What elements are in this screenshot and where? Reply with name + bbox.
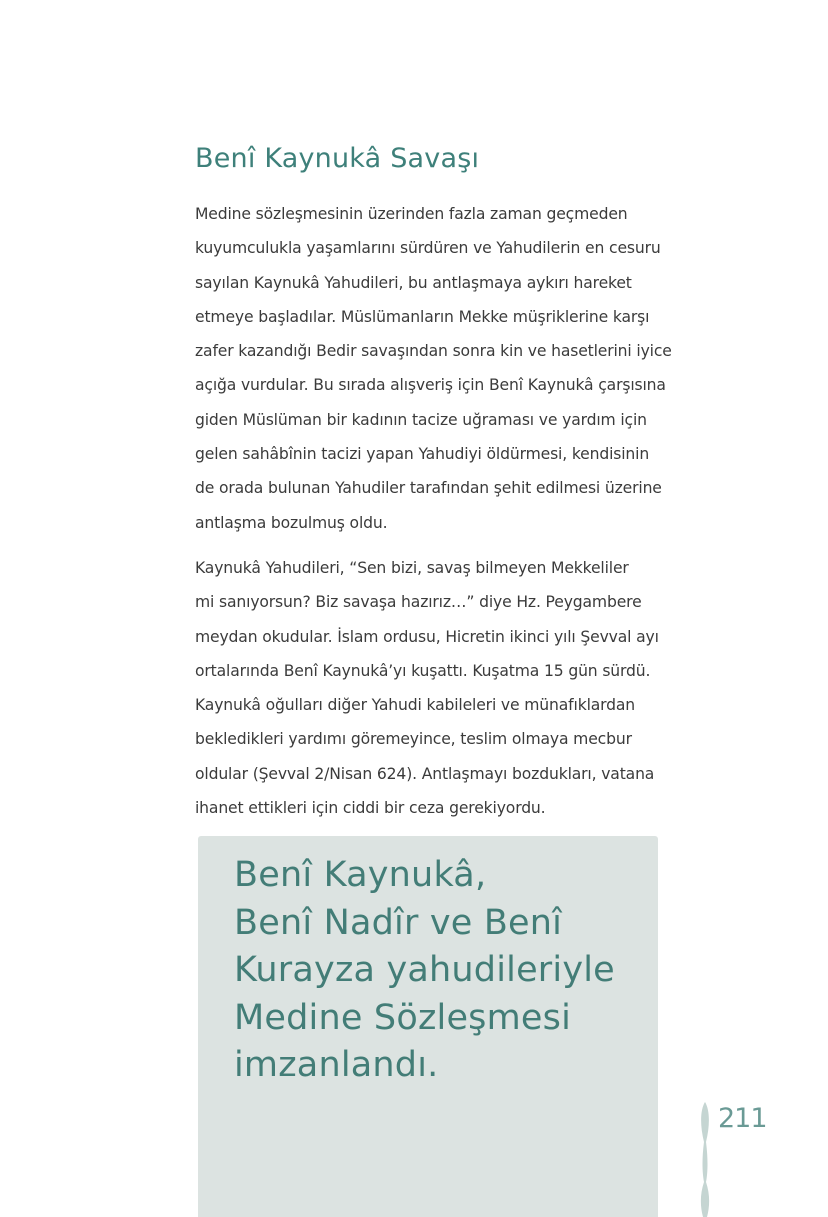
page-ornament-icon [697, 1102, 713, 1217]
pull-quote-text [234, 852, 615, 1090]
paragraph-line: antlaşma bozulmuş oldu. [195, 513, 388, 532]
paragraph-line: Medine sözleşmesinin üzerinden fazla zaman geçmeden [195, 205, 628, 223]
pull-quote-line: Kurayza yahudileriyle [234, 950, 615, 990]
pull-quote-line: Medine Sözleşmesi [234, 997, 571, 1038]
paragraph-line: oldular (Şevval 2/Nisan 624). Antlaşmayı bozdukları, vatana [195, 764, 655, 783]
pull-quote-line: Benî Kaynukâ, [234, 855, 487, 895]
page-number: 211 [718, 1103, 767, 1134]
pull-quote-line: imzanlandı. [234, 1045, 439, 1085]
paragraph-line: mi sanıyorsun? Biz savaşa hazırız…” diye Hz. Peygambere [195, 593, 642, 612]
paragraph-line: kuyumculukla yaşamlarını sürdüren ve Yahudilerin en cesuru [195, 239, 661, 258]
paragraph-line: ortalarında Benî Kaynukâ’yı kuşattı. Kuşatma 15 gün sürdü. [195, 661, 651, 680]
main-content [195, 140, 695, 836]
paragraph-line: ihanet ettikleri için ciddi bir ceza gerekiyordu. [195, 799, 546, 818]
pull-quote-line: Benî Nadîr ve Benî [234, 902, 563, 943]
paragraph-line: Kaynukâ oğulları diğer Yahudi kabileleri ve münafıklardan [195, 696, 636, 715]
paragraph-line: gelen sahâbînin tacizi yapan Yahudiyi öldürmesi, kendisinin [195, 445, 650, 464]
paragraph-line: Kaynukâ Yahudileri, “Sen bizi, savaş bilmeyen Mekkeliler [195, 558, 629, 577]
paragraph-line: etmeye başladılar. Müslümanların Mekke müşriklerine karşı [195, 307, 650, 326]
pull-quote-box [198, 836, 658, 1217]
paragraph-line: sayılan Kaynukâ Yahudileri, bu antlaşmaya aykırı hareket [195, 273, 632, 292]
section-heading: Benî Kaynukâ Savaşı [195, 143, 480, 174]
paragraph-line: meydan okudular. İslam ordusu, Hicretin ikinci yılı Şevval ayı [195, 627, 659, 646]
paragraph-line: bekledikleri yardımı göremeyince, teslim olmaya mecbur [195, 730, 632, 749]
paragraph-line: de orada bulunan Yahudiler tarafından şehit edilmesi üzerine [195, 479, 662, 498]
paragraph-2 [195, 551, 695, 825]
paragraph-1 [195, 197, 695, 540]
paragraph-line: açığa vurdular. Bu sırada alışveriş için Benî Kaynukâ çarşısına [195, 376, 666, 395]
paragraph-line: zafer kazandığı Bedir savaşından sonra kin ve hasetlerini iyice [195, 342, 672, 361]
paragraph-line: giden Müslüman bir kadının tacize uğraması ve yardım için [195, 410, 647, 429]
